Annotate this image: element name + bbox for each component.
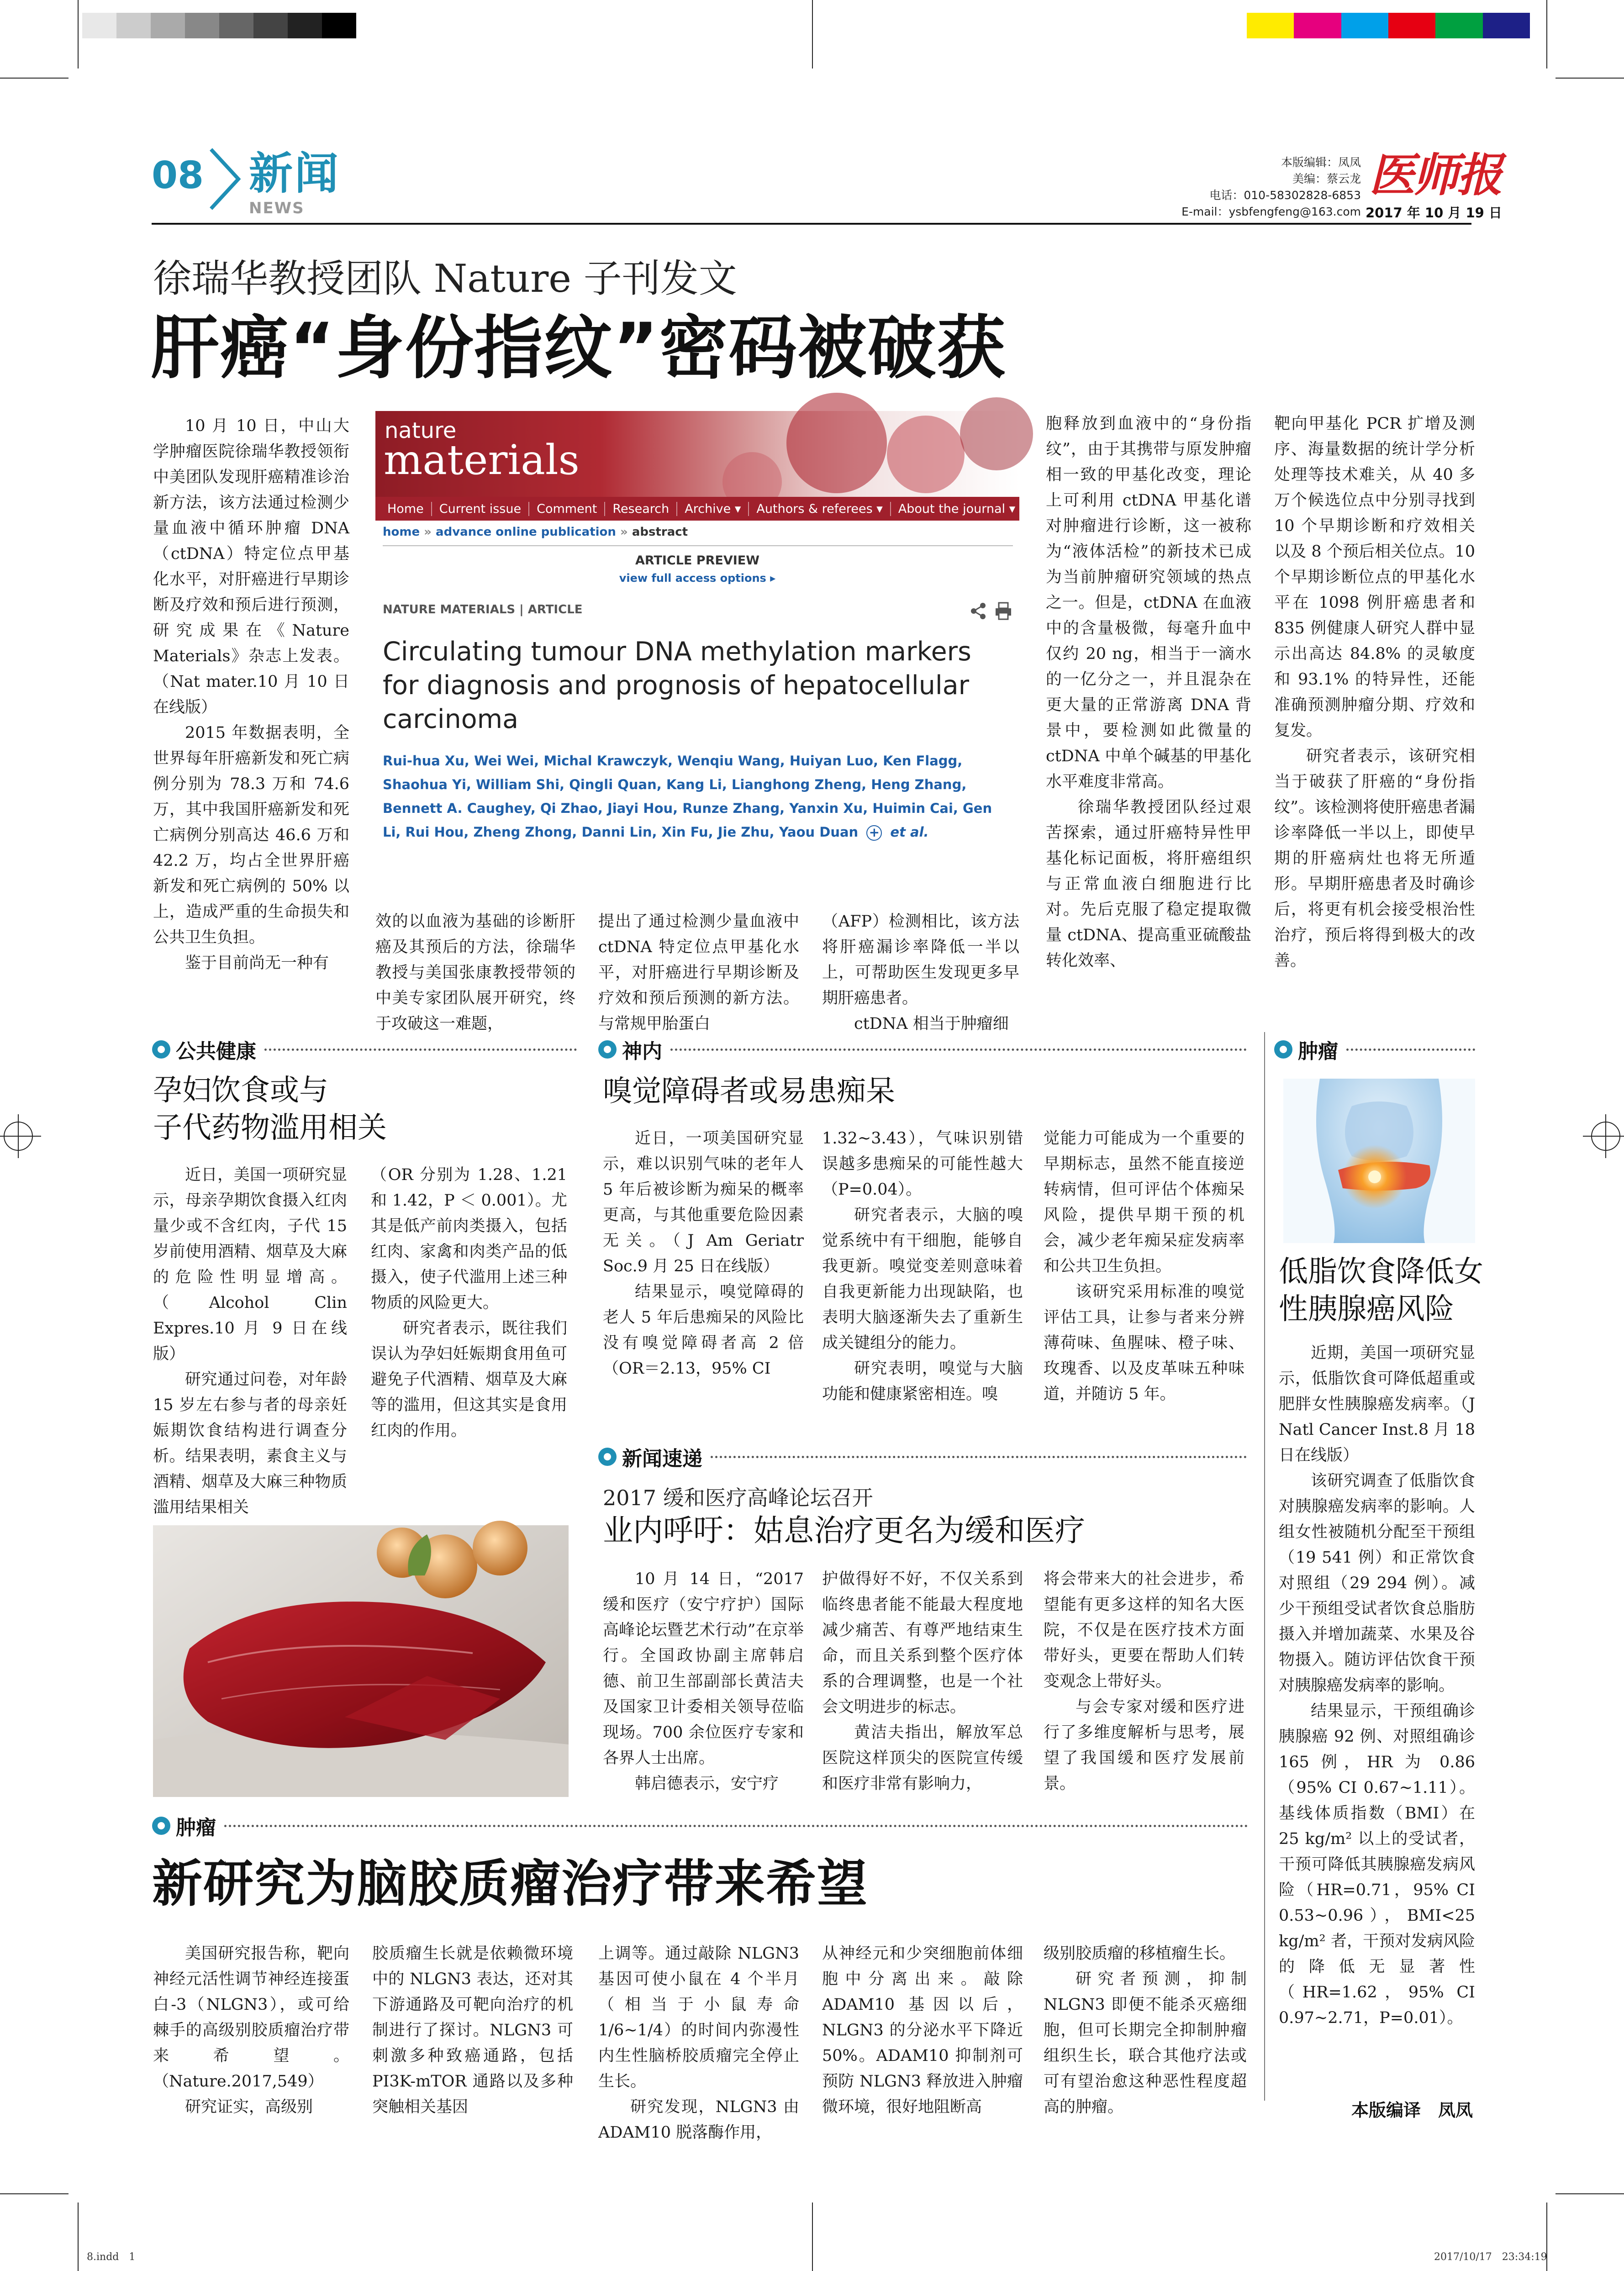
neuro-c2-para-1: 1.32~3.43），气味识别错误越多患痴呆的可能性越大（P=0.04）。 [822, 1129, 1023, 1199]
section-bullet-icon [1274, 1040, 1292, 1059]
nature-divider [383, 545, 1013, 546]
phone-number: 电话：010-58302828-6853 [1209, 189, 1361, 202]
glioma-headline: 新研究为脑胶质瘤治疗带来希望 [152, 1855, 868, 1913]
newspaper-logo: 医师报 [1369, 148, 1501, 202]
health-c2-para-2: 研究者表示，既往我们误认为孕妇妊娠期食用鱼可避免子代酒精、烟草及大麻等的滥用，但这其实是食用红肉的作用。 [371, 1319, 567, 1440]
email-address: E-mail：ysbfengfeng@163.com [1181, 205, 1361, 218]
nature-breadcrumb: home » advance online publication » abstract [383, 525, 688, 539]
lead-col1-para-3: 鉴于目前尚无一种有 [185, 954, 329, 972]
page-credit: 本版编译 凤凤 [1351, 2100, 1473, 2120]
glioma-column-4 [822, 1941, 1023, 2114]
health-section-head [152, 1036, 577, 1063]
glioma-c3-para-2: 研究发现，NLGN3 由 ADAM10 脱落酶作用， [598, 2098, 799, 2142]
file-slug: 8.indd 1 [87, 2251, 136, 2263]
art-credit: 美编：蔡云龙 [1292, 172, 1361, 185]
authors-list[interactable]: Rui-hua Xu, Wei Wei, Michal Krawczyk, Wenqiu Wang, Huiyan Luo, Ken Flagg, Shaohua Yi, William Shi, Qingli Quan, Kang Li, Lianghong Zheng, Heng Zhang, Bennett A. Caughey, Qi Zhao, Jiayi Hou, Runze Zhang, Yanxin Xu, Huimin Cai, Gen Li, Rui Hou, Zheng Zhong, Danni Lin, Xin Fu, Jie Zhu, Yaou Duan [383, 753, 992, 840]
neuro-c3-para-1: 觉能力可能成为一个重要的早期标志，虽然不能直接逆转病情，但可评估个体痴呆风险，提供早期干预的机会，减少老年痴呆症发病率和公共卫生负担。 [1044, 1129, 1244, 1275]
lead-column-4 [1046, 411, 1251, 1000]
section-bullet-icon [152, 1817, 170, 1835]
print-icon[interactable] [994, 602, 1012, 620]
glioma-c1-para-1: 美国研究报告称，靶向神经元活性调节神经连接蛋白-3（NLGN3），或可给棘手的高级别胶质瘤治疗带来希望。（Nature.2017,549） [153, 1944, 349, 2091]
article-authors [383, 749, 1013, 844]
lead-col2-text: 效的以血液为基础的诊断肝癌及其预后的方法，徐瑞华教授与美国张康教授带领的中美专家团队展开研究，终于攻破这一难题， [375, 912, 575, 1033]
gray-step-swatch [288, 13, 322, 38]
glioma-c1-para-2: 研究证实，高级别 [185, 2098, 313, 2116]
nature-nav-item-4[interactable]: Archive ▾ [677, 502, 749, 516]
header-credits [1178, 154, 1361, 220]
brief-c2-para-1: 护做得好不好，不仅关系到临终患者能不能最大程度地减少痛苦、有尊严地结束生命，而且关系到整个医疗体系的合理调整，也是一个社会文明进步的标志。 [822, 1570, 1023, 1716]
vertical-divider [1264, 1032, 1265, 2101]
health-title-2: 子代药物滥用相关 [153, 1111, 387, 1145]
section-bullet-icon [152, 1040, 170, 1059]
pancreas-para-2: 该研究调查了低脂饮食对胰腺癌发病率的影响。人组女性被随机分配至干预组（19 541 例）和正常饮食对照组（29 294 例）。减少干预组受试者饮食总脂肪摄入并增加蔬菜、水果及谷物摄入。随访评估饮食干预对胰腺癌发病率的影响。 [1279, 1472, 1475, 1695]
neuro-label: 神内 [622, 1040, 662, 1063]
lead-column-3b [822, 909, 1019, 1033]
article-preview-label: ARTICLE PREVIEW [635, 553, 759, 568]
breadcrumb-home[interactable]: home [383, 525, 420, 539]
nature-header-banner [375, 411, 1019, 497]
lead-col3b-text: （AFP）检测相比，该方法将肝癌漏诊率降低一半以上，可帮助医生发现更多早期肝癌患者。 [822, 912, 1019, 1007]
neuro-column-2 [822, 1126, 1023, 1418]
section-bullet-icon [598, 1448, 617, 1466]
glioma-column-1 [153, 1941, 349, 2114]
brief-column-1 [603, 1566, 804, 1804]
color-swatch [1341, 13, 1388, 38]
glioma-c5-para-1: 级别胶质瘤的移植瘤生长。 [1044, 1944, 1236, 1963]
brief-c3-para-1: 将会带来大的社会进步，希望能有更多这样的知名大医院，不仅是在医疗技术方面带好头，更要在帮助人们转变观念上带好头。 [1044, 1570, 1244, 1691]
article-title: Circulating tumour DNA methylation markers for diagnosis and prognosis of hepatocellular carcinoma [383, 637, 971, 734]
brief-c3-para-2: 与会专家对缓和医疗进行了多维度解析与思考，展望了我国缓和医疗发展前景。 [1044, 1698, 1244, 1793]
pancreas-column [1279, 1340, 1475, 2082]
pancreas-section-head [1274, 1036, 1475, 1063]
gray-step-swatch [151, 13, 185, 38]
nature-nav-item-0[interactable]: Home [380, 502, 432, 516]
neuro-title: 嗅觉障碍者或易患痴呆 [603, 1075, 895, 1108]
journal-tag: NATURE MATERIALS | ARTICLE [383, 603, 583, 616]
neuro-c3-para-2: 该研究采用标准的嗅觉评估工具，让参与者来分辨薄荷味、鱼腥味、橙子味、玫瑰香、以及皮革味五种味道，并随访 5 年。 [1044, 1283, 1244, 1403]
pancreas-illustration [1283, 1079, 1475, 1243]
gray-step-swatch [253, 13, 288, 38]
neuro-c1-para-1: 近日，一项美国研究显示，难以识别气味的老年人 5 年后被诊断为痴呆的概率更高，与其他重要危险因素无关。（J Am Geriatr Soc.9 月 25 日在线版） [603, 1129, 804, 1275]
neuro-column-3 [1044, 1126, 1244, 1418]
lead-col4-para-2: 徐瑞华教授团队经过艰苦探索，通过肝癌特异性甲基化标记面板，将肝癌组织与正常血液白细胞进行比对。先后克服了稳定提取微量 ctDNA、提高重亚硫酸盐转化效率、 [1046, 798, 1251, 970]
nature-screenshot [375, 411, 1019, 896]
issue-date: 2017 年 10 月 19 日 [1366, 205, 1502, 221]
nature-logo-top: nature [385, 418, 457, 443]
section-rule [670, 1049, 1247, 1051]
nature-nav-bar [375, 497, 1019, 521]
red-meat-photo [153, 1525, 569, 1797]
glioma-column-3 [598, 1941, 799, 2142]
section-title: 新闻 [249, 148, 340, 199]
health-c1-para-2: 研究通过问卷，对年龄 15 岁左右参与者的母亲妊娠期饮食结构进行调查分析。结果表明，素食主义与酒精、烟草及大麻三种物质滥用结果相关 [153, 1370, 347, 1517]
lead-column-3 [598, 909, 799, 1033]
health-title-1: 孕妇饮食或与 [153, 1074, 328, 1107]
glioma-column-5 [1044, 1941, 1247, 2114]
share-icon[interactable] [969, 602, 987, 620]
lead-col1-para-2: 2015 年数据表明，全世界每年肝癌新发和死亡病例分别为 78.3 万和 74.6 万，其中我国肝癌新发和死亡病例分别高达 46.6 万和 42.2 万，均占全世界肝癌新发和死亡病例的 50% 以上，造成严重的生命损失和公共卫生负担。 [153, 724, 349, 947]
plus-icon[interactable]: + [866, 825, 882, 841]
glioma-column-2 [372, 1941, 573, 2114]
nature-nav-item-5[interactable]: Authors & referees ▾ [749, 502, 891, 516]
breadcrumb-abstract: abstract [632, 525, 688, 539]
section-rule [711, 1456, 1247, 1458]
et-al-link[interactable]: et al. [890, 824, 929, 840]
health-c2-para-1: （OR 分别为 1.28、1.21 和 1.42，P ＜ 0.001）。尤其是低产前肉类摄入，包括红肉、家禽和肉类产品的低摄入，使子代滥用上述三种物质的风险更大。 [371, 1166, 567, 1312]
nature-nav-item-3[interactable]: Research [605, 502, 677, 516]
section-rule [224, 1825, 1248, 1827]
brief-column-2 [822, 1566, 1023, 1804]
color-registration-bar [1247, 13, 1530, 38]
color-swatch [1247, 13, 1294, 38]
gray-step-swatch [219, 13, 253, 38]
lead-col3b-text-2: ctDNA 相当于肿瘤细 [854, 1015, 1009, 1033]
lead-column-2 [375, 909, 575, 1033]
lead-col5-para-1: 靶向甲基化 PCR 扩增及测序、海量数据的统计学分析处理等技术难关，从 40 多万个候选位点中分别寻找到 10 个早期诊断和疗效相关以及 8 个预后相关位点。10 个早期诊断位点的甲基化水平在 1098 例肝癌患者和 835 例健康人研究人群中显示出高达 84.8% 的灵敏度和 93.1% 的特异性，还能准确预测肿瘤分期、疗效和复发。 [1274, 415, 1475, 740]
gray-step-swatch [322, 13, 356, 38]
gray-step-swatch [185, 13, 219, 38]
chevron-right-icon [206, 147, 243, 211]
brief-c1-para-2: 韩启德表示，安宁疗 [635, 1775, 779, 1793]
gray-step-swatch [116, 13, 151, 38]
color-swatch [1388, 13, 1435, 38]
health-column-1 [153, 1162, 347, 1517]
view-access-link[interactable]: view full access options ▸ [619, 572, 776, 585]
color-swatch [1435, 13, 1482, 38]
lead-kicker: 徐瑞华教授团队 Nature 子刊发文 [153, 256, 737, 301]
glioma-section-head [152, 1812, 1248, 1839]
brief-section-head [598, 1443, 1247, 1470]
gray-step-bar [82, 13, 356, 38]
lead-col5-para-2: 研究者表示，该研究相当于破获了肝癌的“身份指纹”。该检测将使肝癌患者漏诊率降低一半以上，即使早期的肝癌病灶也将无所遁形。早期肝癌患者及时确诊后，将更有机会接受根治性治疗，预后将得到极大的改善。 [1274, 747, 1475, 970]
brief-kicker: 2017 缓和医疗高峰论坛召开 [603, 1486, 873, 1510]
neuro-c1-para-2: 结果显示，嗅觉障碍的老人 5 年后患痴呆的风险比没有嗅觉障碍者高 2 倍（OR＝2.13，95% CI [603, 1283, 804, 1378]
glioma-c2-para-1: 胶质瘤生长就是依赖微环境中的 NLGN3 表达，还对其下游通路及可靶向治疗的机制进行了探讨。NLGN3 可刺激多种致癌通路，包括 PI3K-mTOR 通路以及多种突触相关基因 [372, 1944, 573, 2116]
section-rule [1346, 1049, 1475, 1051]
editor-credit: 本版编辑：凤凤 [1281, 156, 1361, 169]
gray-step-swatch [82, 13, 116, 38]
glioma-c3-para-1: 上调等。通过敲除 NLGN3 基因可使小鼠在 4 个半月（相当于小鼠寿命 1/6~1/4）的时间内弥漫性内生性脑桥胶质瘤完全停止生长。 [598, 1944, 799, 2091]
section-bullet-icon [598, 1040, 617, 1059]
neuro-section-head [598, 1036, 1247, 1063]
brief-label: 新闻速递 [622, 1447, 702, 1470]
section-subtitle: NEWS [249, 199, 305, 217]
print-timestamp: 2017/10/17 23:34:19 [1434, 2251, 1547, 2263]
lead-col4-para-1: 胞释放到血液中的“身份指纹”，由于其携带与原发肿瘤相一致的甲基化改变，理论上可利用 ctDNA 甲基化谱对肿瘤进行诊断，这一被称为“液体活检”的新技术已成为当前肿瘤研究领域的热点之一。但是，ctDNA 在血液中的含量极微，每毫升血中仅约 20 ng，相当于一滴水的一亿分之一，并且混杂在更大量的正常游离 DNA 背景中，要检测如此微量的 ctDNA 中单个碱基的甲基化水平难度非常高。 [1046, 415, 1251, 791]
nature-logo-bottom: materials [384, 436, 580, 484]
health-c1-para-1: 近日，美国一项研究显示，母亲孕期饮食摄入红肉量少或不含红肉，子代 15 岁前使用酒精、烟草及大麻的危险性明显增高。（Alcohol Clin Expres.10 月 9 日在线版） [153, 1166, 347, 1363]
section-rule [264, 1049, 577, 1051]
brief-c1-para-1: 10 月 14 日，“2017 缓和医疗（安宁疗护）国际高峰论坛暨艺术行动”在京举行。全国政协副主席韩启德、前卫生部副部长黄洁夫及国家卫计委相关领导莅临现场。700 余位医疗专家和各界人士出席。 [603, 1570, 804, 1767]
neuro-c2-para-3: 研究表明，嗅觉与大脑功能和健康紧密相连。嗅 [822, 1359, 1023, 1403]
glioma-label: 肿瘤 [176, 1816, 216, 1839]
page-number: 08 [152, 154, 204, 197]
glioma-c5-para-2: 研究者预测，抑制 NLGN3 即便不能杀灭癌细胞，但可长期完全抑制肿瘤组织生长，联合其他疗法或可有望治愈这种恶性程度超高的肿瘤。 [1044, 1970, 1247, 2116]
brief-title: 业内呼吁：姑息治疗更名为缓和医疗 [603, 1513, 1085, 1548]
color-swatch [1294, 13, 1341, 38]
pancreas-para-1: 近期，美国一项研究显示，低脂饮食可降低超重或肥胖女性胰腺癌发病率。（J Natl Cancer Inst.8 月 18 日在线版） [1279, 1344, 1475, 1465]
header-rule [152, 223, 1471, 225]
brief-c2-para-2: 黄洁夫指出，解放军总医院这样顶尖的医院宣传缓和医疗非常有影响力， [822, 1723, 1023, 1793]
neuro-column-1 [603, 1126, 804, 1418]
nature-nav-item-2[interactable]: Comment [529, 502, 605, 516]
lead-column-5 [1274, 411, 1475, 1000]
pancreas-title-2: 性胰腺癌风险 [1279, 1292, 1454, 1326]
glioma-c4-para-1: 从神经元和少突细胞前体细胞中分离出来。敲除 ADAM10 基因以后，NLGN3 的分泌水平下降近 50%。ADAM10 抑制剂可预防 NLGN3 释放进入肿瘤微环境，很好地阻断高 [822, 1944, 1023, 2116]
health-column-2 [371, 1162, 567, 1505]
nature-nav-item-1[interactable]: Current issue [432, 502, 529, 516]
pancreas-para-3: 结果显示，干预组确诊胰腺癌 92 例、对照组确诊 165 例，HR 为 0.86（95% CI 0.67~1.11）。基线体质指数（BMI）在 25 kg/m² 以上的受试者，干预可降低其胰腺癌发病风 险（HR=0.71，95% CI 0.53~0.96），BMI<25 kg/m² 者，干预对发病风险的降低无显著性（HR=1.62，95% CI 0.97~2.71，P=0.01）。 [1279, 1702, 1475, 2027]
lead-col3-text: 提出了通过检测少量血液中 ctDNA 特定位点甲基化水平，对肝癌进行早期诊断及疗效和预后预测的新方法。与常规甲胎蛋白 [598, 912, 799, 1033]
lead-col1-para-1: 10 月 10 日，中山大学肿瘤医院徐瑞华教授领衔中美团队发现肝癌精准诊治新方法，该方法通过检测少量血液中循环肿瘤 DNA（ctDNA）特定位点甲基化水平，对肝癌进行早期诊断及疗效和预后进行预测，研究成果在《Nature Materials》杂志上发表。（Nat mater.10 月 10 日在线版） [153, 417, 349, 717]
color-swatch [1483, 13, 1530, 38]
pancreas-title-1: 低脂饮食降低女 [1279, 1255, 1483, 1289]
breadcrumb-aop[interactable]: advance online publication [436, 525, 616, 539]
pancreas-label: 肿瘤 [1298, 1040, 1338, 1063]
nature-nav-item-6[interactable]: About the journal ▾ [891, 502, 1023, 516]
lead-headline: 肝癌“身份指纹”密码被破获 [151, 309, 1007, 388]
neuro-c2-para-2: 研究者表示，大脑的嗅觉系统中有干细胞，能够自我更新。嗅觉变差则意味着自我更新能力出现缺陷，也表明大脑逐渐失去了重新生成关键组分的能力。 [822, 1206, 1023, 1352]
brief-column-3 [1044, 1566, 1244, 1804]
health-label: 公共健康 [176, 1040, 256, 1063]
lead-column-1 [153, 413, 349, 1000]
